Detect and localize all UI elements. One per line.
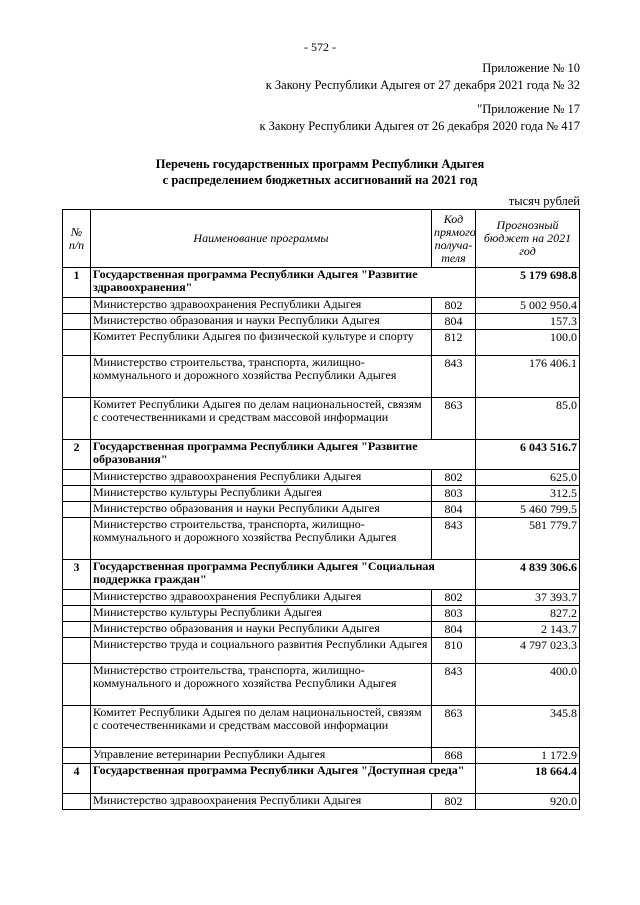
appendix-current	[266, 60, 580, 94]
recipient-name: Министерство труда и социального развития Республики Адыгея	[91, 638, 432, 664]
row-number	[63, 314, 91, 330]
appendix-current-number: Приложение № 10	[482, 61, 580, 75]
recipient-code: 803	[432, 606, 476, 622]
recipient-name: Министерство образования и науки Республики Адыгея	[91, 502, 432, 518]
recipient-code: 804	[432, 314, 476, 330]
recipient-name: Комитет Республики Адыгея по физической культуре и спорту	[91, 330, 432, 356]
row-number	[63, 590, 91, 606]
table-row	[63, 298, 580, 314]
recipient-name: Управление ветеринарии Республики Адыгея	[91, 748, 432, 764]
program-name: Государственная программа Республики Адыгея "Развитие здравоохранения"	[91, 268, 476, 298]
recipient-name: Министерство образования и науки Республики Адыгея	[91, 622, 432, 638]
table-row	[63, 356, 580, 398]
recipient-name: Министерство строительства, транспорта, жилищно-коммунального и дорожного хозяйства Республики Адыгея	[91, 356, 432, 398]
recipient-name: Комитет Республики Адыгея по делам национальностей, связям с соотечественниками и средствам массовой информации	[91, 706, 432, 748]
recipient-amount: 5 002 950.4	[476, 298, 580, 314]
recipient-code: 863	[432, 398, 476, 440]
recipient-amount: 400.0	[476, 664, 580, 706]
title-line-1: Перечень государственных программ Республики Адыгея	[155, 157, 485, 171]
recipient-amount: 4 797 023.3	[476, 638, 580, 664]
recipient-name: Министерство здравоохранения Республики Адыгея	[91, 590, 432, 606]
recipient-code: 843	[432, 518, 476, 560]
table-body	[63, 268, 580, 810]
recipient-code: 812	[432, 330, 476, 356]
recipient-code: 803	[432, 486, 476, 502]
table-row	[63, 590, 580, 606]
recipient-name: Министерство образования и науки Республики Адыгея	[91, 314, 432, 330]
row-number	[63, 638, 91, 664]
recipient-amount: 920.0	[476, 794, 580, 810]
recipient-amount: 176 406.1	[476, 356, 580, 398]
row-number	[63, 606, 91, 622]
row-number	[63, 794, 91, 810]
table-row	[63, 664, 580, 706]
appendix-original-number: "Приложение № 17	[477, 102, 580, 116]
recipient-code: 802	[432, 298, 476, 314]
row-number	[63, 706, 91, 748]
recipient-amount: 312.5	[476, 486, 580, 502]
table-row	[63, 470, 580, 486]
recipient-code: 868	[432, 748, 476, 764]
program-amount: 5 179 698.8	[476, 268, 580, 298]
table-row	[63, 606, 580, 622]
row-number	[63, 298, 91, 314]
program-amount: 18 664.4	[476, 764, 580, 794]
program-row	[63, 268, 580, 298]
row-number	[63, 486, 91, 502]
recipient-amount: 157.3	[476, 314, 580, 330]
title-line-2: с распределением бюджетных ассигнований на 2021 год	[162, 173, 478, 187]
program-row	[63, 440, 580, 470]
table-row	[63, 502, 580, 518]
row-number	[63, 748, 91, 764]
table-row	[63, 794, 580, 810]
table-row	[63, 518, 580, 560]
recipient-name: Министерство культуры Республики Адыгея	[91, 606, 432, 622]
row-number	[63, 664, 91, 706]
recipient-code: 802	[432, 794, 476, 810]
table-row	[63, 314, 580, 330]
row-number	[63, 330, 91, 356]
recipient-amount: 85.0	[476, 398, 580, 440]
table-row	[63, 486, 580, 502]
recipient-code: 804	[432, 622, 476, 638]
row-number	[63, 398, 91, 440]
table-row	[63, 330, 580, 356]
recipient-name: Министерство культуры Республики Адыгея	[91, 486, 432, 502]
table-row	[63, 748, 580, 764]
row-number	[63, 470, 91, 486]
program-name: Государственная программа Республики Адыгея "Социальная поддержка граждан"	[91, 560, 476, 590]
recipient-amount: 100.0	[476, 330, 580, 356]
table-row	[63, 706, 580, 748]
header-num: № п/п	[63, 210, 91, 268]
recipient-name: Министерство здравоохранения Республики Адыгея	[91, 470, 432, 486]
recipient-amount: 345.8	[476, 706, 580, 748]
row-number	[63, 518, 91, 560]
page-number: - 572 -	[304, 40, 336, 54]
recipient-amount: 625.0	[476, 470, 580, 486]
recipient-amount: 37 393.7	[476, 590, 580, 606]
program-number: 3	[63, 560, 91, 590]
recipient-name: Министерство строительства, транспорта, жилищно-коммунального и дорожного хозяйства Республики Адыгея	[91, 518, 432, 560]
appendix-current-law: к Закону Республики Адыгея от 27 декабря 2021 года № 32	[265, 78, 580, 92]
appendix-original	[259, 101, 580, 135]
table-row	[63, 622, 580, 638]
units-label: тысяч рублей	[508, 194, 580, 208]
table-row	[63, 638, 580, 664]
recipient-name: Министерство здравоохранения Республики Адыгея	[91, 298, 432, 314]
appendix-original-law: к Закону Республики Адыгея от 26 декабря 2020 года № 417	[259, 119, 580, 133]
row-number	[63, 356, 91, 398]
header-code: Код прямого получа-теля	[432, 210, 476, 268]
recipient-code: 802	[432, 590, 476, 606]
program-row	[63, 560, 580, 590]
recipient-code: 843	[432, 356, 476, 398]
recipient-code: 863	[432, 706, 476, 748]
program-number: 2	[63, 440, 91, 470]
header-name: Наименование программы	[91, 210, 432, 268]
program-row	[63, 764, 580, 794]
recipient-name: Министерство строительства, транспорта, жилищно-коммунального и дорожного хозяйства Республики Адыгея	[91, 664, 432, 706]
recipient-code: 804	[432, 502, 476, 518]
recipient-name: Министерство здравоохранения Республики Адыгея	[91, 794, 432, 810]
recipient-amount: 581 779.7	[476, 518, 580, 560]
program-name: Государственная программа Республики Адыгея "Доступная среда"	[91, 764, 476, 794]
table-row	[63, 398, 580, 440]
recipient-code: 810	[432, 638, 476, 664]
header-amount: Прогнозный бюджет на 2021 год	[476, 210, 580, 268]
budget-table	[62, 209, 580, 810]
program-name: Государственная программа Республики Адыгея "Развитие образования"	[91, 440, 476, 470]
table-header-row	[63, 210, 580, 268]
program-number: 4	[63, 764, 91, 794]
recipient-name: Комитет Республики Адыгея по делам национальностей, связям с соотечественниками и средствам массовой информации	[91, 398, 432, 440]
recipient-code: 843	[432, 664, 476, 706]
recipient-amount: 2 143.7	[476, 622, 580, 638]
recipient-amount: 5 460 799.5	[476, 502, 580, 518]
recipient-amount: 1 172.9	[476, 748, 580, 764]
program-number: 1	[63, 268, 91, 298]
row-number	[63, 622, 91, 638]
program-amount: 6 043 516.7	[476, 440, 580, 470]
recipient-code: 802	[432, 470, 476, 486]
document-title	[0, 156, 640, 188]
recipient-amount: 827.2	[476, 606, 580, 622]
row-number	[63, 502, 91, 518]
program-amount: 4 839 306.6	[476, 560, 580, 590]
